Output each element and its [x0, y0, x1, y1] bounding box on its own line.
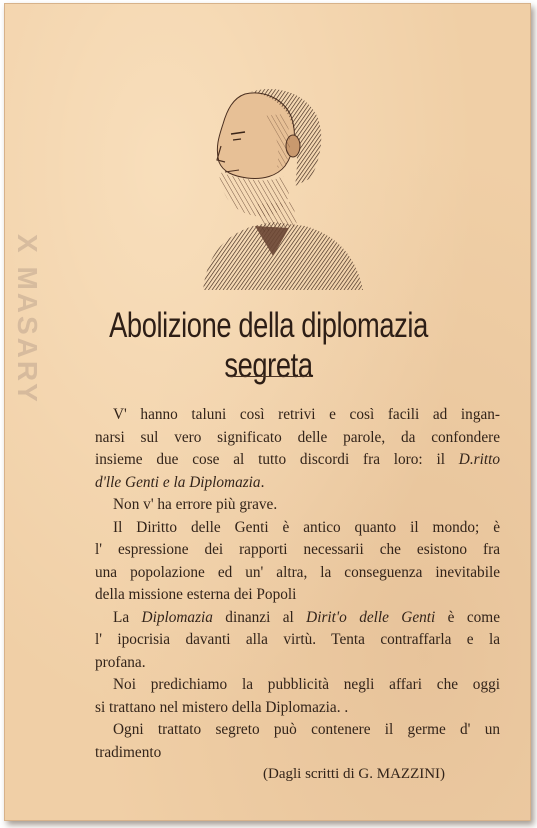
- paragraph-4: [95, 607, 500, 675]
- text-line: tradimento: [95, 743, 162, 761]
- text-line: V' hanno taluni così retrivi e così facili ad ingan-: [113, 406, 500, 423]
- text-fragment: .: [260, 473, 265, 491]
- text-fragment: è come: [435, 608, 500, 626]
- paragraph-5: [95, 674, 500, 719]
- text-line: [95, 472, 500, 495]
- text-line: Il Diritto delle Genti è antico quanto il mondo; è: [113, 518, 500, 536]
- italic-term: Diplomazia: [189, 473, 261, 491]
- text-line: Non v' ha errore più grave.: [113, 496, 278, 513]
- text-line: l' ipocrisia davanti alla virtù. Tenta contraffarla e la: [95, 631, 500, 648]
- text-line: Ogni trattato segreto può contenere il germe d' un: [113, 721, 500, 738]
- paragraph-2: [95, 494, 500, 517]
- paragraph-1: [95, 404, 500, 494]
- text-line: profana.: [95, 653, 146, 671]
- text-line: l' espressione dei rapporti necessarii che esistono fra: [95, 541, 500, 558]
- text-line: [95, 607, 500, 630]
- paragraph-3: [95, 517, 500, 607]
- text-fragment: dinanzi al: [212, 608, 307, 626]
- postcard: [4, 3, 531, 821]
- page-title: Abolizione della diplomazia segreta: [109, 306, 428, 385]
- text-fragment: insieme due cose al tutto discordi fra loro: il: [95, 451, 459, 468]
- text-line: si trattano nel mistero della Diplomazia. .: [95, 698, 349, 716]
- text-line: [95, 449, 500, 472]
- text-body: [95, 404, 500, 764]
- italic-term: D.ritto: [458, 451, 500, 468]
- title-divider: [229, 376, 311, 377]
- source-attribution: (Dagli scritti di G. MAZZINI): [263, 766, 446, 782]
- faded-stamp: X MASARY: [12, 234, 43, 405]
- italic-term: Dirit'o delle Genti: [306, 608, 436, 626]
- text-line: Noi predichiamo la pubblicità negli affari che oggi: [113, 676, 500, 693]
- text-line: della missione esterna dei Popoli: [95, 586, 297, 603]
- text-fragment: La: [113, 608, 142, 626]
- text-line: narsi sul vero significato delle parole, da confondere: [95, 428, 500, 446]
- mazzini-portrait: [193, 76, 369, 290]
- italic-term: Diplomazia: [141, 608, 213, 626]
- paragraph-6: [95, 719, 500, 764]
- italic-term: d'lle Genti e la: [95, 473, 190, 491]
- text-line: una popolazione ed un' altra, la conseguenza inevitabile: [95, 563, 500, 581]
